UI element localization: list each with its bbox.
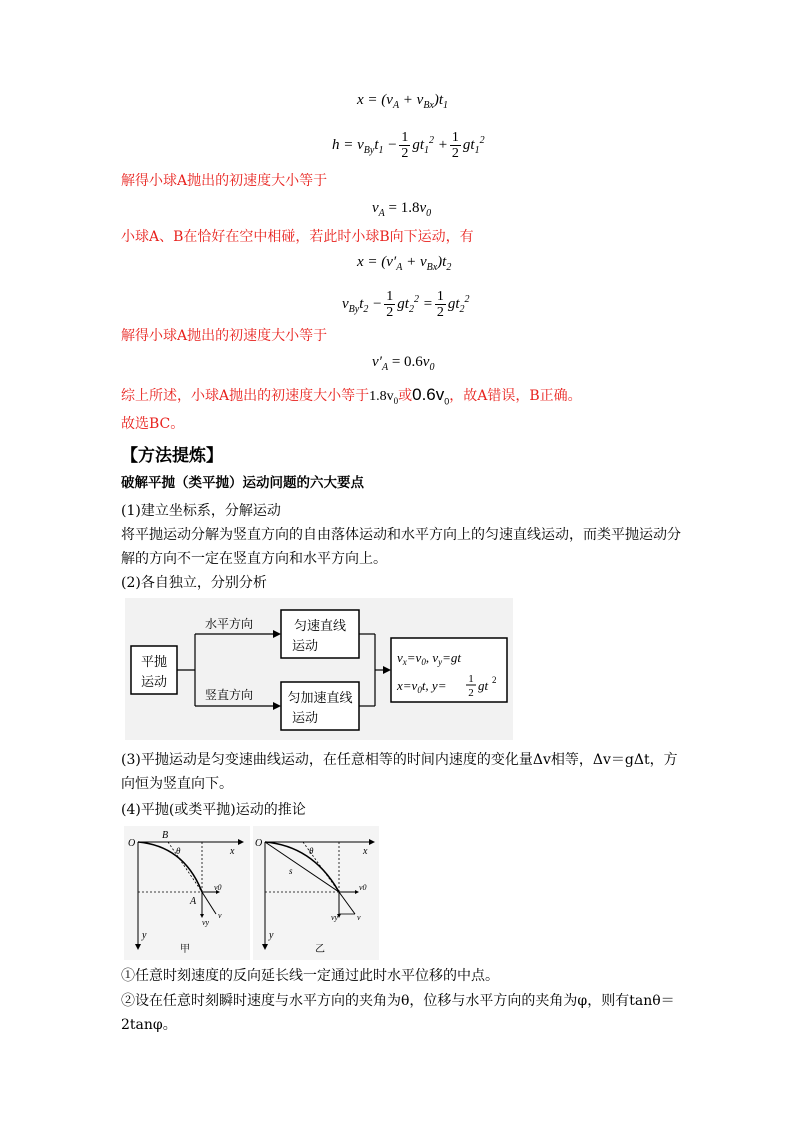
value-1-8v0: 1.8v — [369, 389, 394, 404]
solution-line-5: 故选BC。 — [121, 416, 185, 432]
fig1-theta: θ — [176, 846, 181, 856]
fig1-v0: v0 — [214, 883, 222, 892]
point-1-body: 将平抛运动分解为竖直方向的自由落体运动和水平方向上的匀速直线运动，而类平抛运动分解的方向不一定在竖直方向和水平方向上。 — [121, 527, 681, 567]
fig1-v: v — [218, 911, 222, 920]
equation-5: $v_{By}t_2$ − $\frac{1}{2}$ $gt_2^2$ = $\frac{1}{2}$ $gt_2^2$ — [342, 289, 470, 320]
or-word: 或 — [398, 388, 413, 404]
equation-2: $h = v_{By}t_1$ − $\frac{1}{2}$ $gt_1^2$ + $\frac{1}{2}$ $gt_1^2$ — [332, 130, 485, 161]
fig1-point-b: B — [162, 830, 169, 841]
conclusion-1: ①任意时刻速度的反向延长线一定通过此时水平位移的中点。 — [121, 968, 499, 984]
flow-horizontal-label: 水平方向 — [205, 617, 254, 631]
equation-1: $x = (v_A + v_{Bx})t_1$ — [357, 92, 449, 111]
conclusion-2: ②设在任意时刻瞬时速度与水平方向的夹角为θ，位移与水平方向的夹角为φ，则有tanθ＝2tanφ。 — [121, 993, 675, 1033]
fig1-vy: vy — [202, 918, 210, 927]
svg-text:2: 2 — [468, 687, 474, 699]
method-subtitle: 破解平抛（类平抛）运动问题的六大要点 — [121, 475, 364, 491]
flow-start-line1: 平抛 — [140, 654, 168, 669]
decomposition-flow-diagram — [125, 598, 513, 740]
fig2-caption: 乙 — [315, 944, 325, 955]
fig2-origin: O — [255, 838, 263, 849]
value-0-6v0: 0.6v — [412, 385, 445, 404]
solution-line-1: 解得小球A抛出的初速度大小等于 — [121, 173, 328, 189]
flow-result-line2: $x=v_0t$, y= — [397, 678, 447, 695]
flow-start-line2: 运动 — [140, 674, 168, 689]
point-2-title: (2)各自独立，分别分析 — [121, 575, 267, 591]
conclusion-suffix: ，故A错误，B正确。 — [449, 388, 582, 404]
equation-4: $x = (v'_A + v_{Bx})t_2$ — [357, 254, 452, 273]
fig2-x-label: x — [363, 846, 368, 857]
fig1-origin: O — [128, 838, 136, 849]
fig2-y-label: y — [269, 930, 274, 941]
solution-line-2: 小球A、B在恰好在空中相碰，若此时小球B向下运动，有 — [121, 229, 474, 245]
point-3-body: (3)平抛运动是匀变速曲线运动，在任意相等的时间内速度的变化量Δv相等，Δv＝gΔt，方向恒为竖直向下。 — [121, 752, 678, 792]
solution-line-3: 解得小球A抛出的初速度大小等于 — [121, 328, 328, 344]
solution-line-4: 综上所述，小球A抛出的初速度大小等于$1.8v_0$或$0.6v_0$，故A错误，B正确。 — [121, 385, 582, 407]
conclusion-prefix: 综上所述，小球A抛出的初速度大小等于 — [121, 388, 370, 404]
figure-jia — [124, 826, 250, 960]
point-1-title: (1)建立坐标系，分解运动 — [121, 503, 281, 519]
flow-accel-line2: 运动 — [291, 710, 319, 725]
flow-vertical-label: 竖直方向 — [205, 688, 254, 702]
figure-yi — [253, 826, 379, 960]
fig1-point-a: A — [190, 896, 197, 907]
fig2-v0: v0 — [359, 883, 367, 892]
svg-text:1: 1 — [468, 673, 474, 685]
flow-uniform-line2: 运动 — [291, 638, 319, 653]
fig2-v: v — [357, 913, 361, 922]
fig2-s: s — [289, 866, 293, 876]
fig1-x-label: x — [230, 846, 235, 857]
flow-uniform-line1: 匀速直线 — [293, 618, 347, 633]
equation-3: $v_A = 1.8v_0$ — [372, 200, 432, 219]
fig2-theta: θ — [309, 846, 314, 856]
svg-text:2: 2 — [492, 675, 497, 685]
equation-6: $v'_A = 0.6v_0$ — [372, 354, 435, 373]
fig2-vy: vy — [331, 913, 339, 922]
flow-accel-line1: 匀加速直线 — [287, 690, 353, 705]
point-4-title: (4)平抛(或类平抛)运动的推论 — [121, 802, 306, 818]
svg-text:gt: gt — [478, 678, 489, 693]
fig1-caption: 甲 — [180, 944, 190, 955]
fig1-y-label: y — [142, 930, 147, 941]
flow-result-line1: $v_x=v_0$, $v_y=gt$ — [397, 650, 461, 667]
method-heading: 【方法提炼】 — [121, 446, 223, 466]
